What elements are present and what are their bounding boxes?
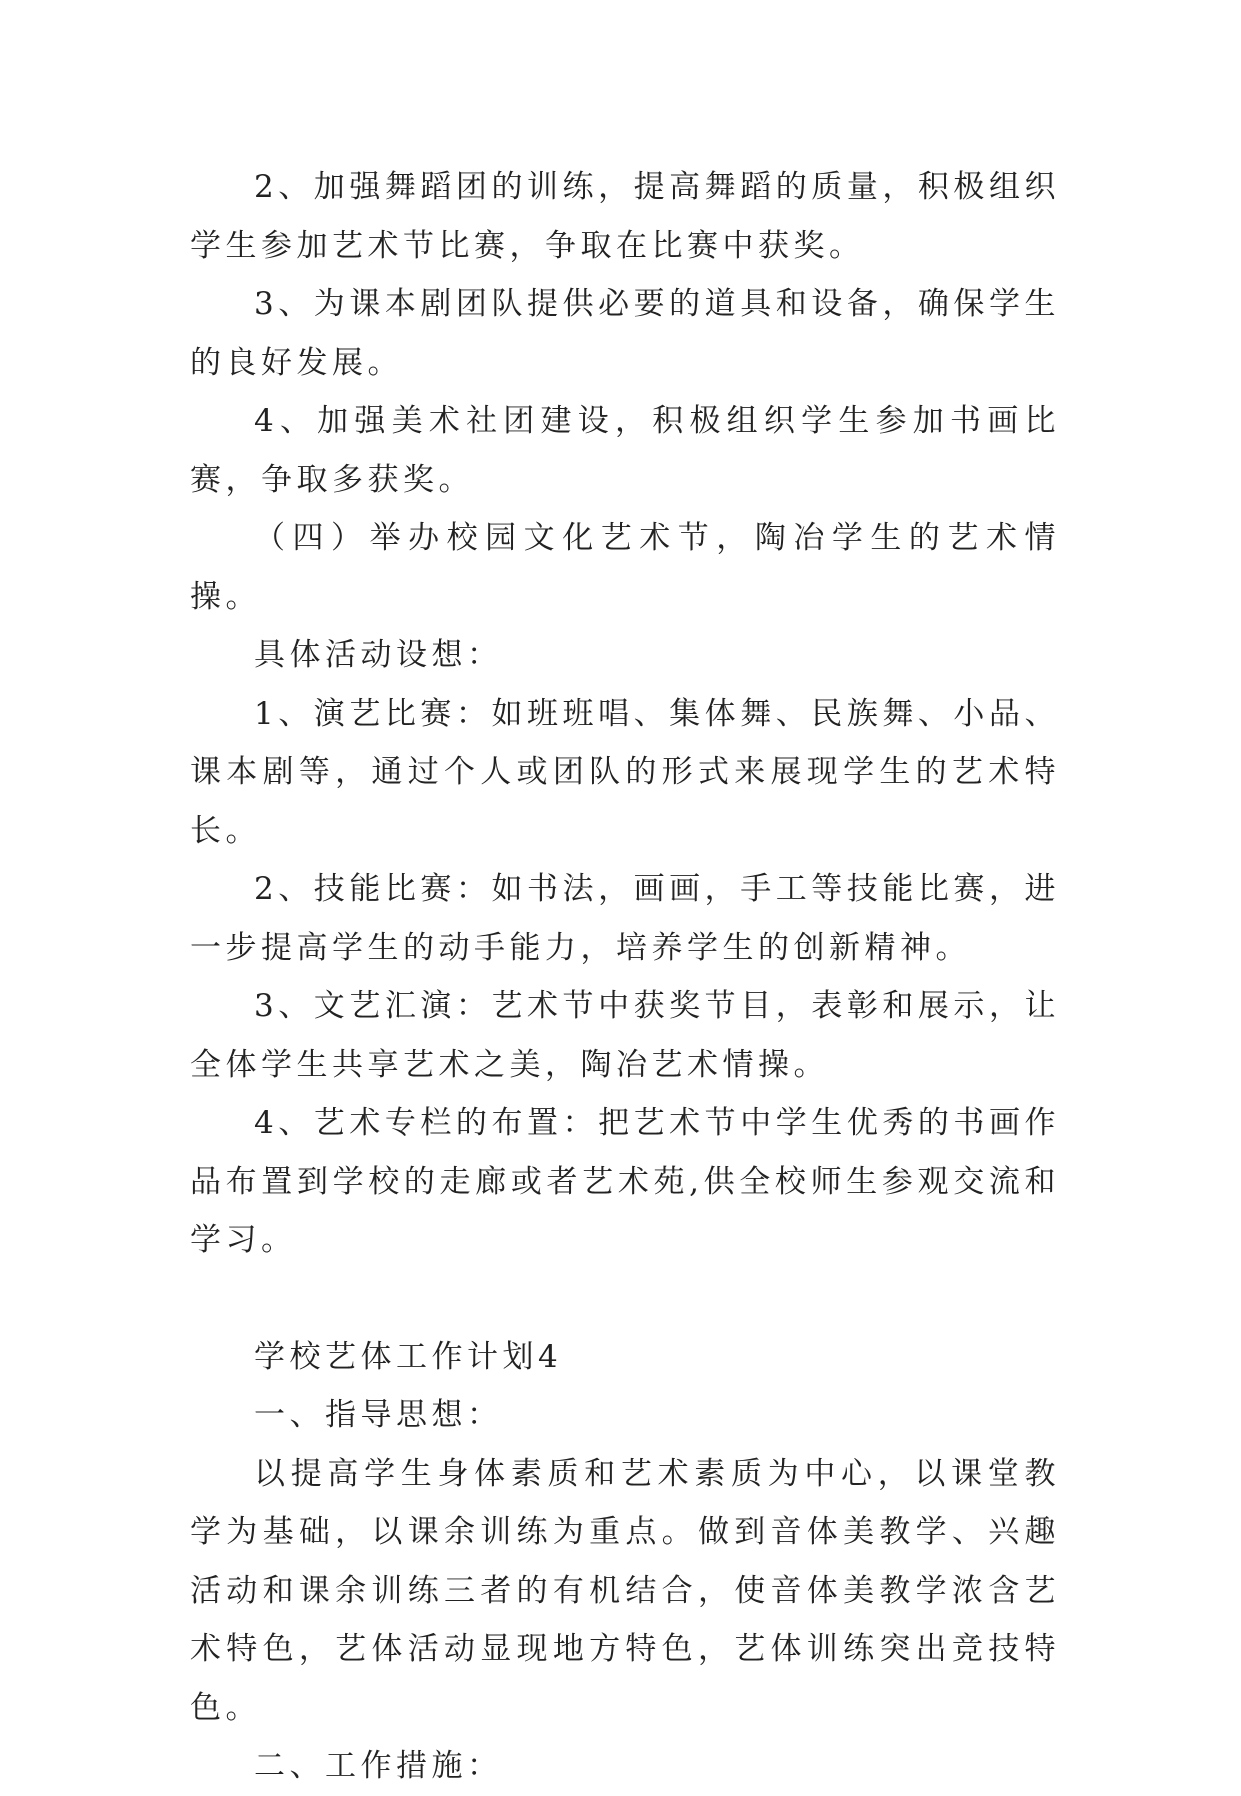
paragraph: 一、指导思想： <box>254 1397 503 1433</box>
paragraph: 二、工作措施： <box>254 1748 503 1784</box>
paragraph: 以提高学生身体素质和艺术素质为中心，以课堂教学为基础，以课余训练为重点。做到音体美教学、兴趣活动和课余训练三者的有机结合，使音体美教学浓含艺术特色，艺体活动显现地方特色，艺体训练突出竞技特色。 <box>190 1455 1060 1726</box>
section-title: 学校艺体工作计划4 <box>254 1338 563 1375</box>
paragraph: 4、加强美术社团建设，积极组织学生参加书画比赛，争取多获奖。 <box>190 403 1060 498</box>
paragraph: 4、艺术专栏的布置：把艺术节中学生优秀的书画作品布置到学校的走廊或者艺术苑,供全校师生参观交流和学习。 <box>190 1105 1060 1258</box>
paragraph: 2、加强舞蹈团的训练，提高舞蹈的质量，积极组织学生参加艺术节比赛，争取在比赛中获奖。 <box>190 169 1060 264</box>
paragraph: 具体活动设想： <box>254 637 503 673</box>
document-page <box>190 158 1060 1796</box>
section-gap <box>190 1270 1060 1328</box>
paragraph: （四）举办校园文化艺术节，陶冶学生的艺术情操。 <box>190 520 1060 615</box>
paragraph: 3、文艺汇演：艺术节中获奖节目，表彰和展示，让全体学生共享艺术之美，陶冶艺术情操。 <box>190 988 1060 1083</box>
paragraph: 3、为课本剧团队提供必要的道具和设备，确保学生的良好发展。 <box>190 286 1060 381</box>
paragraph: 1、演艺比赛：如班班唱、集体舞、民族舞、小品、课本剧等，通过个人或团队的形式来展现学生的艺术特长。 <box>190 695 1060 849</box>
paragraph: 2、技能比赛：如书法，画画，手工等技能比赛，进一步提高学生的动手能力，培养学生的创新精神。 <box>190 871 1060 966</box>
